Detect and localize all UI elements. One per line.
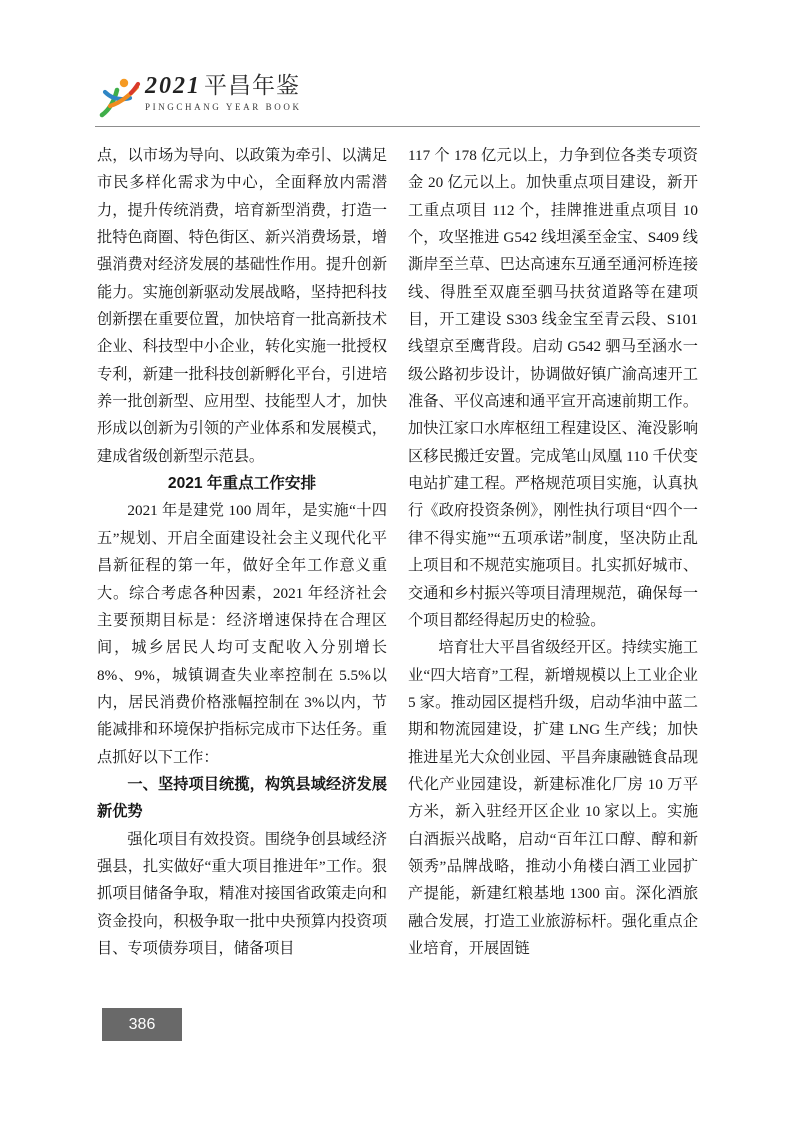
right-column [408,142,698,962]
yearbook-logo-icon [95,74,141,120]
logo-subtitle: PINGCHANG YEAR BOOK [145,102,302,112]
paragraph: 117 个 178 亿元以上，力争到位各类专项资金 20 亿元以上。加快重点项目建设，新开工重点项目 112 个，挂牌推进重点项目 10 个，攻坚推进 G542 线坦溪至金宝、S409 线澌岸至兰草、巴达高速东互通至通河桥连接线、得胜至双鹿至驷马扶贫道路等在建项目，开工建设 S303 线金宝至青云段、S101 线望京至鹰背段。启动 G542 驷马至涵水一级公路初步设计，协调做好镇广渝高速开工准备、平仪高速和通平宣开高速前期工作。加快江家口水库枢纽工程建设区、淹没影响区移民搬迁安置。完成笔山凤凰 110 千伏变电站扩建工程。严格规范项目实施，认真执行《政府投资条例》，刚性执行项目“四个一律不得实施”“五项承诺”制度，坚决防止乱上项目和不规范实施项目。扎实抓好城市、交通和乡村振兴等项目清理规范，确保每一个项目都经得起历史的检验。 [408,147,698,629]
paragraph: 强化项目有效投资。围绕争创县域经济强县，扎实做好“重大项目推进年”工作。狠抓项目储备争取，精准对接国省政策走向和资金投向，积极争取一批中央预算内投资项目、专项债券项目，储备项目 [97,830,387,957]
header-divider [95,126,700,127]
page-number: 386 [128,1015,156,1033]
left-column [97,142,387,962]
page-number-badge [102,1008,182,1041]
chapter-heading: 2021 年重点工作安排 [167,475,317,493]
logo-year: 2021 [145,73,201,99]
paragraph: 培育壮大平昌省级经开区。持续实施工业“四大培育”工程，新增规模以上工业企业 5 家。推动园区提档升级，启动华油中蓝二期和物流园建设，扩建 LNG 生产线；加快推进星光大众创业园、平昌奔康融链食品现代化产业园建设，新建标准化厂房 10 万平方米，新入驻经开区企业 10 家以上。实施白酒振兴战略，启动“百年江口醇、醇和新领秀”品牌战略，推动小角楼白酒工业园扩产提能，新建红粮基地 1300 亩。深化酒旅融合发展，打造工业旅游标杆。强化重点企业培育，开展固链 [408,639,698,957]
paragraph: 点，以市场为导向、以政策为牵引、以满足市民多样化需求为中心，全面释放内需潜力，提升传统消费，培育新型消费，打造一批特色商圈、特色街区、新兴消费场景，增强消费对经济发展的基础性作用。提升创新能力。实施创新驱动发展战略，坚持把科技创新摆在重要位置，加快培育一批高新技术企业、科技型中小企业，转化实施一批授权专利，新建一批科技创新孵化平台，引进培养一批创新型、应用型、技能型人才，加快形成以创新为引领的产业体系和发展模式，建成省级创新型示范县。 [97,147,387,465]
logo-text [145,74,302,112]
logo-name: 平昌年鉴 [204,73,300,98]
page-header [95,74,302,120]
section-heading: 一、坚持项目统揽，构筑县域经济发展新优势 [97,775,387,821]
paragraph: 2021 年是建党 100 周年，是实施“十四五”规划、开启全面建设社会主义现代化平昌新征程的第一年，做好全年工作意义重大。综合考虑各种因素，2021 年经济社会主要预期目标是：经济增速保持在合理区间，城乡居民人均可支配收入分别增长 8%、9%，城镇调查失业率控制在 5.5%以内，居民消费价格涨幅控制在 3%以内，节能减排和环境保护指标完成市下达任务。重点抓好以下工作： [97,502,387,766]
